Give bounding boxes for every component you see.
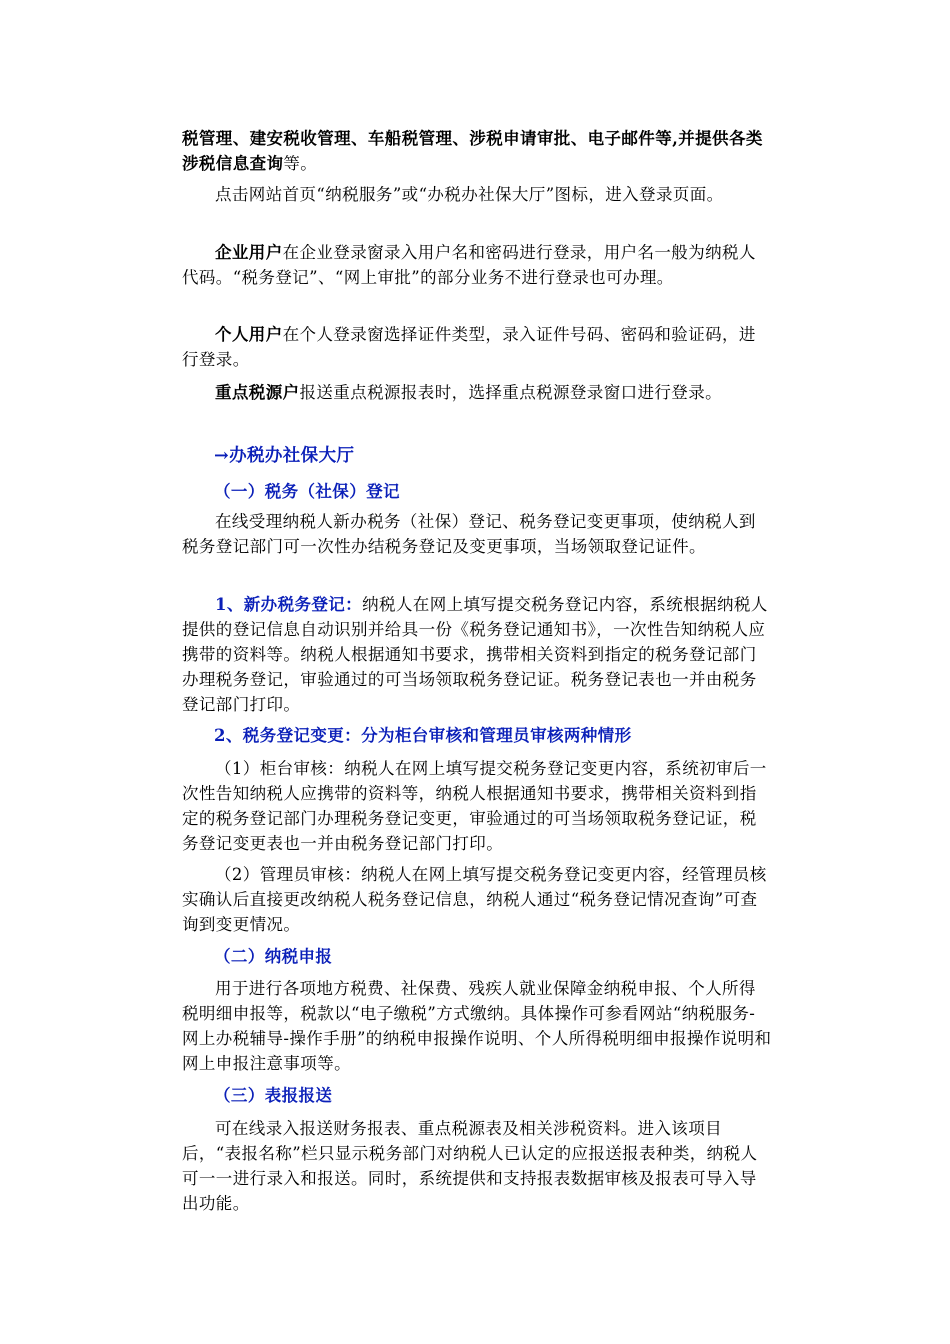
enterprise-user-label: 企业用户	[215, 243, 283, 262]
individual-user-paragraph	[182, 322, 772, 372]
item-2a-paragraph: （1）柜台审核：纳税人在网上填写提交税务登记变更内容，系统初审后一次性告知纳税人应携带的资料等，纳税人根据通知书要求，携带相关资料到指定的税务登记部门办理税务登记变更，审验通过的可当场领取税务登记证，税务登记变更表也一并由税务登记部门打印。	[182, 759, 767, 853]
intro-tail-text: 等。	[283, 154, 318, 173]
enterprise-user-text: 在企业登录窗录入用户名和密码进行登录，用户名一般为纳税人代码。“税务登记”、“网上审批”的部分业务不进行登录也可办理。	[182, 243, 756, 287]
section-1-heading: （一）税务（社保）登记	[214, 482, 400, 501]
individual-user-label: 个人用户	[215, 325, 283, 344]
hall-heading: →办税办社保大厅	[214, 446, 355, 466]
section-2-heading: （二）纳税申报	[214, 947, 333, 966]
item-2b-paragraph: （2）管理员审核：纳税人在网上填写提交税务登记变更内容，经管理员核实确认后直接更改纳税人税务登记信息，纳税人通过“税务登记情况查询”可查询到变更情况。	[182, 865, 767, 934]
section-1-text: 在线受理纳税人新办税务（社保）登记、税务登记变更事项，使纳税人到税务登记部门可一次性办结税务登记及变更事项，当场领取登记证件。	[182, 512, 756, 556]
key-tax-source-label: 重点税源户	[215, 383, 300, 402]
intro-paragraph-1	[182, 126, 772, 176]
item-1-text: 纳税人在网上填写提交税务登记内容，系统根据纳税人提供的登记信息自动识别并给具一份《税务登记通知书》，一次性告知纳税人应携带的资料等。纳税人根据通知书要求，携带相关资料到指定的税务登记部门办理税务登记，审验通过的可当场领取税务登记证。税务登记表也一并由税务登记部门打印。	[182, 595, 768, 714]
key-tax-source-text: 报送重点税源报表时，选择重点税源登录窗口进行登录。	[299, 383, 722, 402]
login-instruction: 点击网站首页“纳税服务”或“办税办社保大厅”图标，进入登录页面。	[215, 185, 724, 204]
key-tax-source-paragraph	[182, 380, 772, 405]
intro-bold-text: 税管理、建安税收管理、车船税管理、涉税申请审批、电子邮件等,并提供各类涉税信息查询	[182, 129, 763, 173]
item-2-heading: 2、税务登记变更：分为柜台审核和管理员审核两种情形	[214, 726, 632, 745]
item-1-paragraph	[182, 592, 772, 717]
section-3-heading: （三）表报报送	[214, 1086, 333, 1105]
section-3-text: 可在线录入报送财务报表、重点税源表及相关涉税资料。进入该项目后，“表报名称”栏只显示税务部门对纳税人已认定的应报送报表种类，纳税人可一一进行录入和报送。同时，系统提供和支持报表数据审核及报表可导入导出功能。	[182, 1119, 758, 1213]
enterprise-user-paragraph	[182, 240, 772, 290]
individual-user-text: 在个人登录窗选择证件类型，录入证件号码、密码和验证码，进行登录。	[182, 325, 756, 369]
item-1-label: 1、新办税务登记：	[215, 595, 363, 614]
section-2-text: 用于进行各项地方税费、社保费、残疾人就业保障金纳税申报、个人所得税明细申报等，税款以“电子缴税”方式缴纳。具体操作可参看网站“纳税服务-网上办税辅导-操作手册”的纳税申报操作说明、个人所得税明细申报操作说明和网上申报注意事项等。	[182, 979, 772, 1073]
